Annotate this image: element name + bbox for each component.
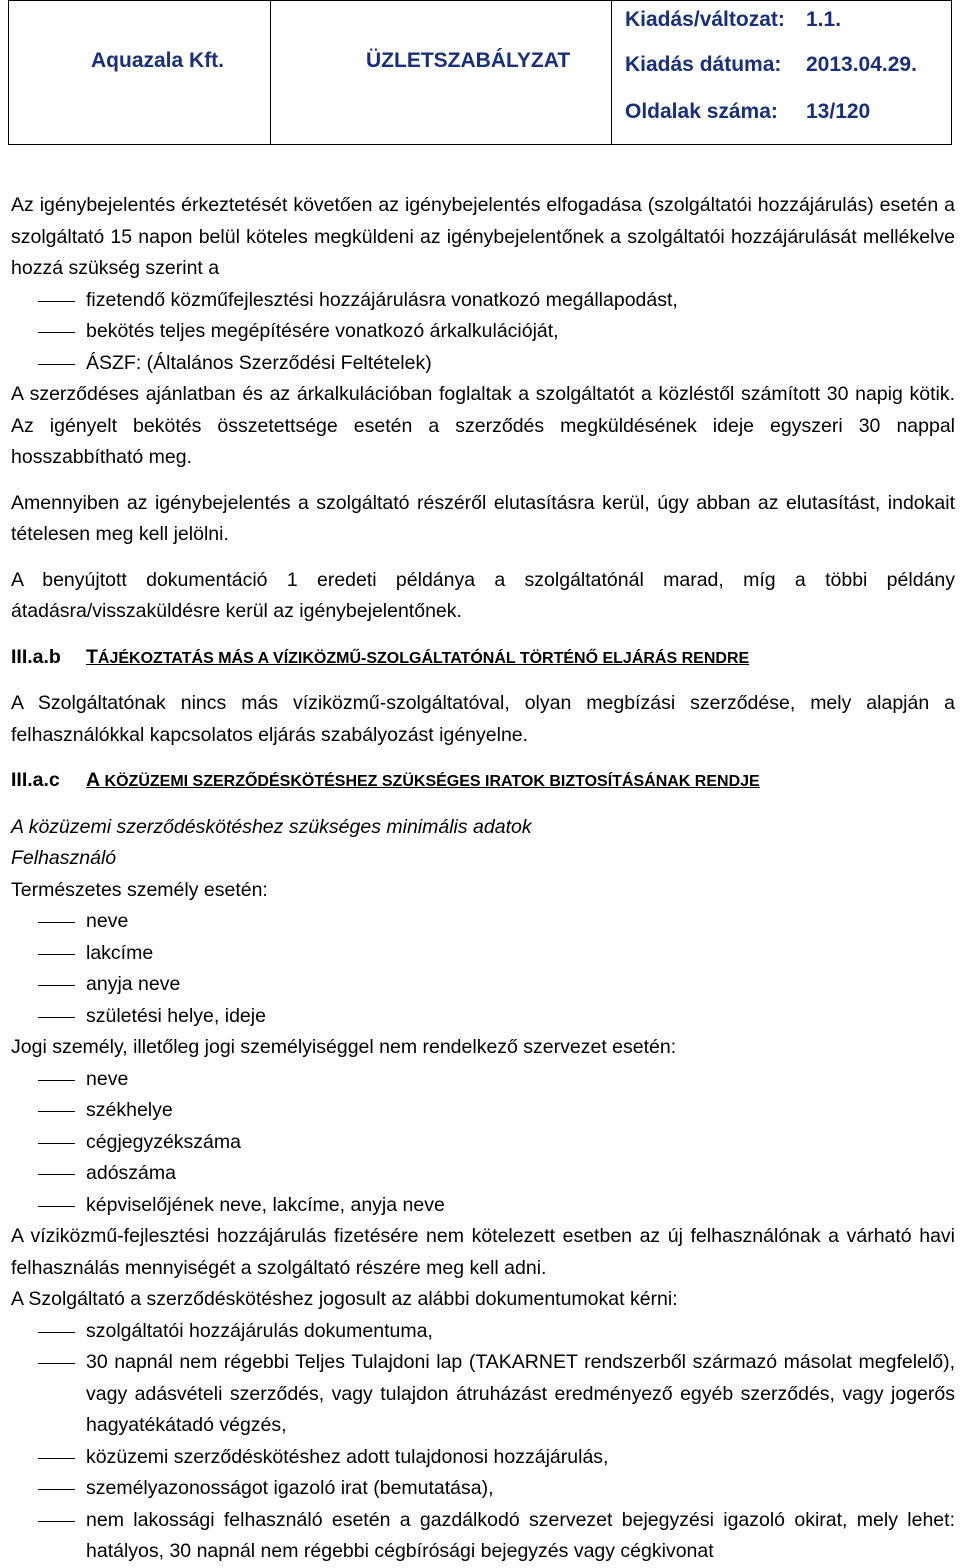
list-item: közüzemi szerződéskötéshez adott tulajdonosi hozzájárulás,: [11, 1442, 955, 1474]
page-header: [0, 0, 960, 145]
pages-value: 13/120: [806, 100, 871, 123]
paragraph-rejection: Amennyiben az igénybejelentés a szolgáltató részéről elutasításra kerül, úgy abban az elutasítást, indokait tételesen meg kell jelölni.: [11, 491, 955, 545]
header-divider-1: [270, 0, 271, 145]
company-name: Aquazala Kft.: [91, 49, 225, 72]
italic-user-label: Felhasználó: [11, 847, 117, 869]
list-item: fizetendő közműfejlesztési hozzájárulásra vonatkozó megállapodást,: [11, 285, 955, 317]
header-border-top: [8, 0, 952, 1]
section-title-rest: KÖZÜZEMI SZERZŐDÉSKÖTÉSHEZ SZÜKSÉGES IRATOK BIZTOSÍTÁSÁNAK RENDJE: [100, 773, 760, 790]
list-item: 30 napnál nem régebbi Teljes Tulajdoni lap (TAKARNET rendszerből származó másolat megfelelő), vagy adásvételi szerződés, vagy tulajdon átruházást eredményező egyéb szerződés, vagy jogerős hagyatékátadó végzés,: [11, 1347, 955, 1442]
list-item: lakcíme: [11, 938, 955, 970]
document-body: [11, 190, 955, 1568]
section-heading-iiiab: [11, 642, 955, 675]
natural-person-label: Természetes személy esetén:: [11, 878, 268, 901]
list-item: születési helye, ideje: [11, 1001, 955, 1033]
paragraph-offer: A szerződéses ajánlatban és az árkalkulációban foglaltak a szolgáltatót a közléstől számított 30 napig kötik. Az igényelt bekötés összetettsége esetén a szerződés megküldésének ideje egyszeri 30 nappal hosszabbítható meg.: [11, 383, 955, 468]
section-title: [86, 769, 760, 791]
list-item: anyja neve: [11, 969, 955, 1001]
section-title-initial: A: [86, 769, 101, 791]
section-title-rest: ÁJÉKOZTATÁS MÁS A VÍZIKÖZMŰ-SZOLGÁLTATÓNÁL TÖRTÉNŐ ELJÁRÁS RENDRE: [97, 649, 750, 667]
pages-label: Oldalak száma:: [625, 100, 778, 123]
italic-subheading: A közüzemi szerződéskötéshez szükséges minimális adatok: [11, 815, 532, 838]
paragraph-documentation: A benyújtott dokumentáció 1 eredeti példánya a szolgáltatónál marad, míg a többi példány átadásra/visszaküldésre kerül az igénybejelentőnek.: [11, 568, 955, 622]
list-item: szolgáltatói hozzájárulás dokumentuma,: [11, 1316, 955, 1348]
date-label: Kiadás dátuma:: [625, 53, 782, 76]
section-title: [86, 645, 750, 668]
legal-person-label: Jogi személy, illetőleg jogi személyiséggel nem rendelkező szervezet esetén:: [11, 1036, 677, 1058]
list-item: ÁSZF: (Általános Szerződési Feltételek): [11, 348, 955, 380]
section-title-initial: T: [86, 645, 98, 668]
list-item: neve: [11, 906, 955, 938]
document-title: ÜZLETSZABÁLYZAT: [366, 49, 571, 72]
header-border-bottom: [8, 144, 952, 145]
paragraph-no-agency: A Szolgáltatónak nincs más víziközmű-szolgáltatóval, olyan megbízási szerződése, mely alapján a felhasználókkal kapcsolatos eljárás szabályozást igényelne.: [11, 692, 955, 746]
paragraph-documents-intro: A Szolgáltató a szerződéskötéshez jogosult az alábbi dokumentumokat kérni:: [11, 1288, 678, 1310]
section-heading-iiiac: [11, 765, 955, 798]
date-value: 2013.04.29.: [806, 53, 917, 76]
list-item: nem lakossági felhasználó esetén a gazdálkodó szervezet bejegyzési igazoló okirat, mely lehet: hatályos, 30 napnál nem régebbi cégbírósági bejegyzés vagy cégkivonat: [11, 1505, 955, 1568]
list-item: cégjegyzékszáma: [11, 1127, 955, 1159]
section-number: III.a.c: [11, 769, 60, 791]
header-border-right: [951, 0, 952, 145]
edition-label: Kiadás/változat:: [625, 8, 785, 31]
edition-value: 1.1.: [806, 8, 842, 31]
list-item: bekötés teljes megépítésére vonatkozó árkalkulációját,: [11, 316, 955, 348]
paragraph-intro: Az igénybejelentés érkeztetését követően az igénybejelentés elfogadása (szolgáltatói hozzájárulás) esetén a szolgáltató 15 napon belül köteles megküldeni az igénybejelentőnek a szolgáltatói hozzájárulását mellékelve hozzá szükség szerint a: [11, 194, 955, 279]
paragraph-consumption: A víziközmű-fejlesztési hozzájárulás fizetésére nem kötelezett esetben az új felhasználónak a várható havi felhasználás mennyiségét a szolgáltató részére meg kell adni.: [11, 1225, 955, 1279]
header-divider-2: [611, 0, 612, 145]
list-item: személyazonosságot igazoló irat (bemutatása),: [11, 1473, 955, 1505]
list-item: székhelye: [11, 1095, 955, 1127]
section-number: III.a.b: [11, 645, 61, 668]
list-item: neve: [11, 1064, 955, 1096]
list-item: képviselőjének neve, lakcíme, anyja neve: [11, 1190, 955, 1222]
list-item: adószáma: [11, 1158, 955, 1190]
header-border-left: [8, 0, 9, 145]
